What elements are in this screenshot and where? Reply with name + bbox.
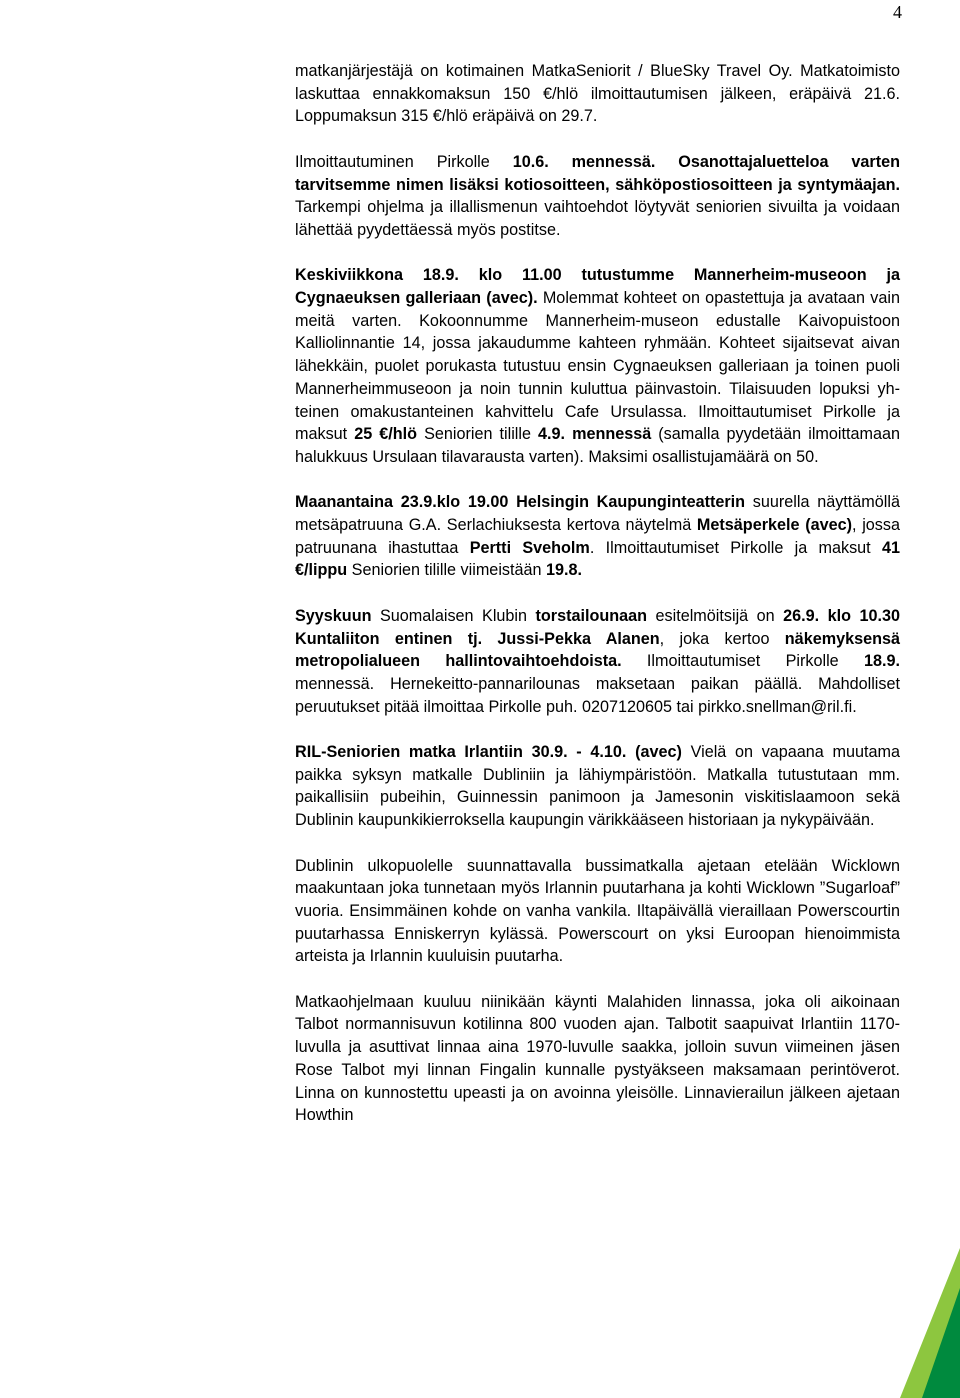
paragraph xyxy=(295,151,900,242)
bold-text: 41 €/lippu xyxy=(295,538,900,580)
text-run: Suomalaisen Klubin xyxy=(371,606,536,625)
bold-text: 10.6. mennessä. Osanottajaluetteloa varten tarvitsemme nimen lisäksi kotiosoitteen, sähköpostiosoitteen ja syntymäajan. xyxy=(295,152,900,194)
bold-text: Pertti Sveholm xyxy=(469,538,590,557)
paragraph xyxy=(295,264,900,468)
bold-text: Syyskuun xyxy=(295,606,372,625)
document-body xyxy=(295,60,900,1150)
paragraph xyxy=(295,741,900,832)
bold-text: 19.8. xyxy=(546,561,583,580)
text-run: (samalla pyydetään ilmoittamaan halukkuus Ursulaan tilavarausta varten). Maksimi osallistujamäärä on 50. xyxy=(295,425,900,466)
text-run: Molemmat kohteet on opastettuja ja avataan vain meitä varten. Kokoonnumme Mannerheim-museon edustalle Kaivopuistoon Kalliolinnantie 14, jossa jakaudumme kahteen ryhmään. Kohteet sijaitsevat aivan lähekkäin, puolet porukasta tutustuu ensin Cygnaeuksen galleriaan ja toinen puoli Mannerheimmuseoon ja noin tunnin kuluttua päinvastoin. Tilaisuuden lopuksi yhteinen omakustanteinen kahvittelu Cafe Ursulassa. Ilmoittautumiset Pirkolle ja maksut xyxy=(295,289,900,444)
paragraph xyxy=(295,491,900,582)
text-run: mennessä. Hernekeitto-pannarilounas maksetaan paikan päällä. Mahdolliset peruutukset pitää ilmoittaa Pirkolle puh. 0207120605 tai pirkko.snellman@ril.fi. xyxy=(295,674,900,716)
text-run: , joka kertoo xyxy=(659,629,785,648)
text-run: esitelmöitsijä on xyxy=(647,606,784,625)
bold-text: 18.9. xyxy=(863,652,900,671)
bold-text: Keskiviikkona 18.9. klo 11.00 tutustumme Mannerheim-museoon ja Cygnaeuksen galleriaan (avec). xyxy=(295,266,900,307)
corner-decoration xyxy=(900,1248,960,1398)
text-run: Tarkempi ohjelma ja illallismenun vaihtoehdot löytyvät seniorien sivuilta ja voidaan lähettää pyydettäessä myös postitse. xyxy=(295,198,900,239)
paragraph xyxy=(295,605,900,719)
bold-text: torstailounaan xyxy=(535,606,648,625)
text-run: matkanjärjestäjä on kotimainen MatkaSeniorit / BlueSky Travel Oy. Matkatoimisto laskuttaa ennakkomaksun 150 €/hlö ilmoittautumisen jälkeen, eräpäivä 21.6. Loppumaksun 315 €/hlö eräpäivä on 29.7. xyxy=(295,62,900,126)
bold-text: Metsäperkele (avec) xyxy=(696,516,852,535)
text-run: Seniorien tilille xyxy=(417,425,539,444)
bold-text: RIL-Seniorien matka Irlantiin 30.9. - 4.10. (avec) xyxy=(295,743,682,762)
paragraph xyxy=(295,60,900,128)
bold-text: 26.9. klo 10.30 Kuntaliiton entinen tj. Jussi-Pekka Alanen xyxy=(295,606,900,648)
text-run: Ilmoittautumiset Pirkolle xyxy=(621,652,864,671)
bold-text: Maanantaina 23.9.klo 19.00 Helsingin Kaupunginteatterin xyxy=(295,493,746,512)
paragraph xyxy=(295,855,900,969)
bold-text: näkemyksensä metropolialueen hallintovaihtoehdoista. xyxy=(295,629,900,671)
text-run: Vielä on vapaana muutama paikka syksyn matkalle Dubliniin ja lähiympäristöön. Matkalla tutustutaan mm. paikallisiin pubeihin, Guinnessin panimoon ja Jamesonin viskitislaamoon sekä Dublinin kaupunkikierroksella kaupungin värikkääseen historiaan ja nykypäivään. xyxy=(295,743,900,830)
text-run: Matkaohjelmaan kuuluu niinikään käynti Malahiden linnassa, joka oli aikoinaan Talbot normannisuvun kotilinna 800 vuoden ajan. Talbotit saapuivat Irlantiin 1170-luvulla ja asuttivat linnaa aina 1970-luvulle saakka, jolloin suvun viimeinen jäsen Rose Talbot myi linnan Fingalin kunnalle pystyäkseen maksamaan perintöverot. Linna on kunnostettu upeasti ja on avoinna yleisölle. Linnavierailun jälkeen ajetaan Howthin xyxy=(295,992,900,1125)
bold-text: 4.9. mennessä xyxy=(538,425,652,444)
text-run: . Ilmoittautumiset Pirkolle ja maksut xyxy=(589,538,882,557)
text-run: Dublinin ulkopuolelle suunnattavalla bussimatkalla ajetaan etelään Wicklown maakuntaan joka tunnetaan myös Irlannin puutarhana ja kohti Wicklown ”Sugarloaf” vuoria. Ensimmäinen kohde on vanha vankila. Iltapäivällä vieraillaan Powerscourtin puutarhassa Enniskerryn kylässä. Powerscourt on yksi Euroopan hienoimmista arteista ja Irlannin kuuluisin puutarha. xyxy=(295,856,900,966)
bold-text: 25 €/hlö xyxy=(354,425,418,444)
text-run: Ilmoittautuminen Pirkolle xyxy=(295,152,513,171)
page-number: 4 xyxy=(893,2,902,22)
text-run: suurella näyttämöllä metsäpatruuna G.A. Serlachiuksesta kertova näytelmä xyxy=(295,493,900,535)
text-run: Seniorien tilille viimeistään xyxy=(347,561,547,580)
text-run: , jossa patruunana ihastuttaa xyxy=(295,516,900,557)
paragraph xyxy=(295,991,900,1127)
